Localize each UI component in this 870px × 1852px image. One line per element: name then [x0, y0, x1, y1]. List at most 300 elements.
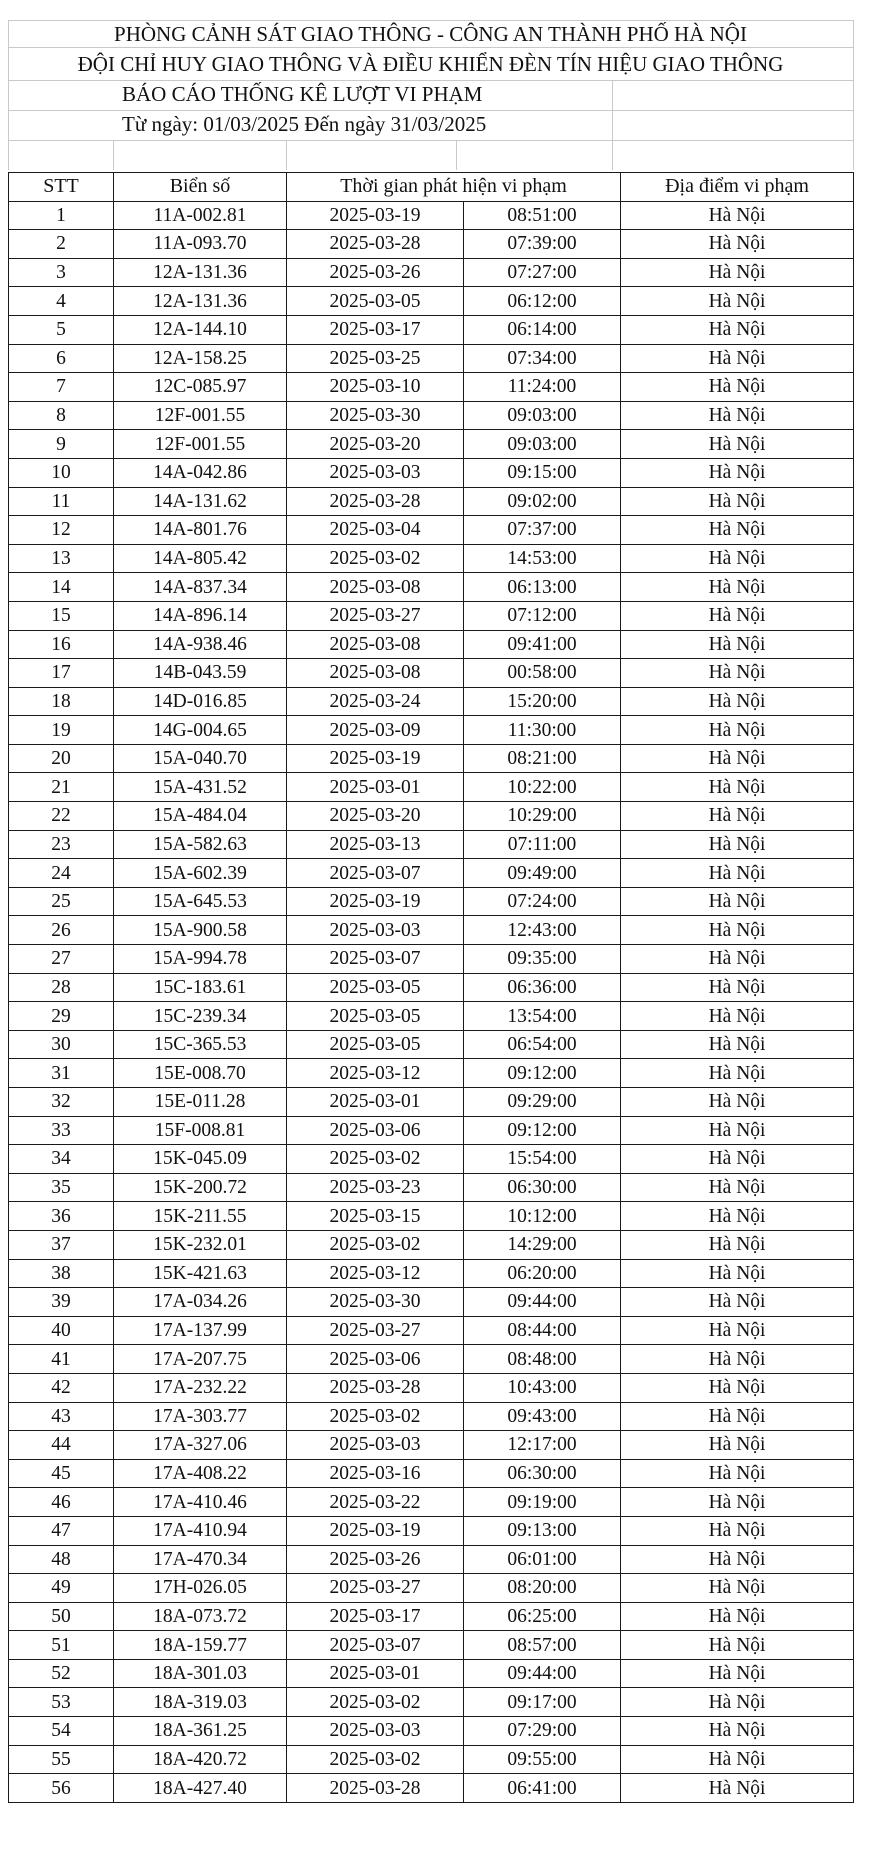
location-cell: Hà Nội — [621, 1202, 854, 1231]
time-cell: 06:01:00 — [464, 1545, 621, 1574]
time-cell: 11:24:00 — [464, 373, 621, 402]
date-cell: 2025-03-12 — [287, 1259, 464, 1288]
plate-cell: 18A-361.25 — [114, 1717, 287, 1746]
date-cell: 2025-03-22 — [287, 1488, 464, 1517]
plate-cell: 17H-026.05 — [114, 1574, 287, 1603]
time-cell: 00:58:00 — [464, 659, 621, 688]
table-row — [9, 830, 854, 859]
location-cell: Hà Nội — [621, 344, 854, 373]
location-cell: Hà Nội — [621, 1602, 854, 1631]
table-row — [9, 1459, 854, 1488]
plate-cell: 12A-131.36 — [114, 258, 287, 287]
location-cell: Hà Nội — [621, 916, 854, 945]
date-cell: 2025-03-19 — [287, 887, 464, 916]
table-row — [9, 659, 854, 688]
time-cell: 07:37:00 — [464, 516, 621, 545]
table-row — [9, 401, 854, 430]
stt-cell: 40 — [9, 1316, 114, 1345]
table-row — [9, 1717, 854, 1746]
location-cell: Hà Nội — [621, 1259, 854, 1288]
date-cell: 2025-03-08 — [287, 659, 464, 688]
date-cell: 2025-03-02 — [287, 1688, 464, 1717]
date-cell: 2025-03-05 — [287, 1002, 464, 1031]
table-row — [9, 1488, 854, 1517]
unit-title: ĐỘI CHỈ HUY GIAO THÔNG VÀ ĐIỀU KHIỂN ĐÈN TÍN HIỆU GIAO THÔNG — [77, 52, 784, 76]
stt-cell: 7 — [9, 373, 114, 402]
location-cell: Hà Nội — [621, 1088, 854, 1117]
table-row — [9, 1431, 854, 1460]
plate-cell: 15K-421.63 — [114, 1259, 287, 1288]
location-cell: Hà Nội — [621, 373, 854, 402]
stt-cell: 3 — [9, 258, 114, 287]
stt-cell: 35 — [9, 1173, 114, 1202]
plate-cell: 18A-073.72 — [114, 1602, 287, 1631]
stt-cell: 26 — [9, 916, 114, 945]
plate-cell: 17A-137.99 — [114, 1316, 287, 1345]
plate-cell: 12F-001.55 — [114, 401, 287, 430]
date-cell: 2025-03-01 — [287, 1659, 464, 1688]
time-cell: 09:41:00 — [464, 630, 621, 659]
plate-cell: 15K-045.09 — [114, 1145, 287, 1174]
location-cell: Hà Nội — [621, 487, 854, 516]
plate-cell: 12A-144.10 — [114, 315, 287, 344]
stt-cell: 23 — [9, 830, 114, 859]
location-cell: Hà Nội — [621, 716, 854, 745]
stt-cell: 17 — [9, 659, 114, 688]
date-cell: 2025-03-12 — [287, 1059, 464, 1088]
time-cell: 06:25:00 — [464, 1602, 621, 1631]
stt-cell: 31 — [9, 1059, 114, 1088]
grid-line — [612, 80, 613, 170]
date-cell: 2025-03-01 — [287, 773, 464, 802]
date-cell: 2025-03-27 — [287, 1316, 464, 1345]
stt-cell: 19 — [9, 716, 114, 745]
stt-cell: 11 — [9, 487, 114, 516]
location-cell: Hà Nội — [621, 1631, 854, 1660]
location-cell: Hà Nội — [621, 945, 854, 974]
table-row — [9, 1745, 854, 1774]
date-range: Từ ngày: 01/03/2025 Đến ngày 31/03/2025 — [122, 112, 487, 136]
date-cell: 2025-03-08 — [287, 630, 464, 659]
date-cell: 2025-03-03 — [287, 1717, 464, 1746]
location-cell: Hà Nội — [621, 1173, 854, 1202]
time-cell: 09:17:00 — [464, 1688, 621, 1717]
column-header-plate: Biển số — [114, 173, 287, 202]
stt-cell: 33 — [9, 1116, 114, 1145]
time-cell: 12:17:00 — [464, 1431, 621, 1460]
plate-cell: 17A-470.34 — [114, 1545, 287, 1574]
location-cell: Hà Nội — [621, 573, 854, 602]
stt-cell: 47 — [9, 1516, 114, 1545]
date-cell: 2025-03-28 — [287, 1774, 464, 1803]
plate-cell: 14G-004.65 — [114, 716, 287, 745]
time-cell: 06:36:00 — [464, 973, 621, 1002]
location-cell: Hà Nội — [621, 1059, 854, 1088]
time-cell: 09:02:00 — [464, 487, 621, 516]
plate-cell: 18A-159.77 — [114, 1631, 287, 1660]
plate-cell: 15A-645.53 — [114, 887, 287, 916]
stt-cell: 50 — [9, 1602, 114, 1631]
plate-cell: 15A-431.52 — [114, 773, 287, 802]
stt-cell: 44 — [9, 1431, 114, 1460]
time-cell: 10:43:00 — [464, 1373, 621, 1402]
table-row — [9, 1516, 854, 1545]
location-cell: Hà Nội — [621, 287, 854, 316]
location-cell: Hà Nội — [621, 601, 854, 630]
plate-cell: 11A-093.70 — [114, 230, 287, 259]
table-row — [9, 1059, 854, 1088]
table-row — [9, 344, 854, 373]
table-row — [9, 887, 854, 916]
time-cell: 07:27:00 — [464, 258, 621, 287]
plate-cell: 14B-043.59 — [114, 659, 287, 688]
stt-cell: 28 — [9, 973, 114, 1002]
location-cell: Hà Nội — [621, 1516, 854, 1545]
time-cell: 08:20:00 — [464, 1574, 621, 1603]
date-cell: 2025-03-30 — [287, 1288, 464, 1317]
time-cell: 07:39:00 — [464, 230, 621, 259]
stt-cell: 32 — [9, 1088, 114, 1117]
date-cell: 2025-03-28 — [287, 1373, 464, 1402]
stt-cell: 39 — [9, 1288, 114, 1317]
plate-cell: 15C-183.61 — [114, 973, 287, 1002]
date-cell: 2025-03-02 — [287, 1745, 464, 1774]
plate-cell: 18A-319.03 — [114, 1688, 287, 1717]
time-cell: 09:49:00 — [464, 859, 621, 888]
table-body — [9, 201, 854, 1802]
date-cell: 2025-03-05 — [287, 1030, 464, 1059]
stt-cell: 12 — [9, 516, 114, 545]
time-cell: 09:15:00 — [464, 458, 621, 487]
table-row — [9, 1631, 854, 1660]
time-cell: 10:29:00 — [464, 802, 621, 831]
location-cell: Hà Nội — [621, 773, 854, 802]
stt-cell: 37 — [9, 1230, 114, 1259]
stt-cell: 29 — [9, 1002, 114, 1031]
location-cell: Hà Nội — [621, 1459, 854, 1488]
date-cell: 2025-03-09 — [287, 716, 464, 745]
column-header-stt: STT — [9, 173, 114, 202]
date-cell: 2025-03-15 — [287, 1202, 464, 1231]
stt-cell: 36 — [9, 1202, 114, 1231]
plate-cell: 17A-207.75 — [114, 1345, 287, 1374]
plate-cell: 17A-327.06 — [114, 1431, 287, 1460]
table-row — [9, 687, 854, 716]
time-cell: 10:22:00 — [464, 773, 621, 802]
table-row — [9, 458, 854, 487]
plate-cell: 17A-232.22 — [114, 1373, 287, 1402]
table-row — [9, 373, 854, 402]
stt-cell: 43 — [9, 1402, 114, 1431]
grid-line — [286, 140, 287, 170]
date-cell: 2025-03-03 — [287, 916, 464, 945]
date-cell: 2025-03-19 — [287, 201, 464, 230]
stt-cell: 51 — [9, 1631, 114, 1660]
date-cell: 2025-03-08 — [287, 573, 464, 602]
stt-cell: 22 — [9, 802, 114, 831]
location-cell: Hà Nội — [621, 687, 854, 716]
stt-cell: 38 — [9, 1259, 114, 1288]
time-cell: 07:11:00 — [464, 830, 621, 859]
stt-cell: 4 — [9, 287, 114, 316]
location-cell: Hà Nội — [621, 315, 854, 344]
table-row — [9, 916, 854, 945]
table-row — [9, 773, 854, 802]
plate-cell: 15A-900.58 — [114, 916, 287, 945]
date-cell: 2025-03-17 — [287, 315, 464, 344]
date-cell: 2025-03-02 — [287, 544, 464, 573]
time-cell: 09:03:00 — [464, 401, 621, 430]
date-cell: 2025-03-16 — [287, 1459, 464, 1488]
table-row — [9, 544, 854, 573]
time-cell: 07:29:00 — [464, 1717, 621, 1746]
date-cell: 2025-03-27 — [287, 601, 464, 630]
time-cell: 06:41:00 — [464, 1774, 621, 1803]
table-row — [9, 744, 854, 773]
grid-line — [8, 140, 853, 141]
table-row — [9, 1602, 854, 1631]
location-cell: Hà Nội — [621, 1574, 854, 1603]
plate-cell: 17A-034.26 — [114, 1288, 287, 1317]
table-row — [9, 1545, 854, 1574]
plate-cell: 14A-131.62 — [114, 487, 287, 516]
location-cell: Hà Nội — [621, 1373, 854, 1402]
time-cell: 06:30:00 — [464, 1459, 621, 1488]
location-cell: Hà Nội — [621, 458, 854, 487]
table-row — [9, 1373, 854, 1402]
time-cell: 15:54:00 — [464, 1145, 621, 1174]
table-row — [9, 945, 854, 974]
date-cell: 2025-03-06 — [287, 1116, 464, 1145]
table-row — [9, 487, 854, 516]
stt-cell: 45 — [9, 1459, 114, 1488]
plate-cell: 15C-365.53 — [114, 1030, 287, 1059]
stt-cell: 48 — [9, 1545, 114, 1574]
date-cell: 2025-03-28 — [287, 230, 464, 259]
date-cell: 2025-03-04 — [287, 516, 464, 545]
table-row — [9, 430, 854, 459]
plate-cell: 14A-837.34 — [114, 573, 287, 602]
date-cell: 2025-03-02 — [287, 1402, 464, 1431]
table-row — [9, 1230, 854, 1259]
location-cell: Hà Nội — [621, 230, 854, 259]
table-row — [9, 573, 854, 602]
table-row — [9, 802, 854, 831]
location-cell: Hà Nội — [621, 887, 854, 916]
table-row — [9, 1030, 854, 1059]
location-cell: Hà Nội — [621, 1717, 854, 1746]
date-cell: 2025-03-03 — [287, 1431, 464, 1460]
plate-cell: 18A-420.72 — [114, 1745, 287, 1774]
table-row — [9, 1088, 854, 1117]
date-cell: 2025-03-17 — [287, 1602, 464, 1631]
plate-cell: 15A-994.78 — [114, 945, 287, 974]
time-cell: 06:30:00 — [464, 1173, 621, 1202]
location-cell: Hà Nội — [621, 1774, 854, 1803]
time-cell: 14:29:00 — [464, 1230, 621, 1259]
plate-cell: 14A-042.86 — [114, 458, 287, 487]
location-cell: Hà Nội — [621, 1659, 854, 1688]
table-row — [9, 1145, 854, 1174]
table-row — [9, 859, 854, 888]
plate-cell: 17A-410.46 — [114, 1488, 287, 1517]
location-cell: Hà Nội — [621, 630, 854, 659]
plate-cell: 15E-008.70 — [114, 1059, 287, 1088]
location-cell: Hà Nội — [621, 401, 854, 430]
stt-cell: 49 — [9, 1574, 114, 1603]
table-row — [9, 1316, 854, 1345]
table-row — [9, 630, 854, 659]
grid-line — [456, 140, 457, 170]
time-cell: 06:54:00 — [464, 1030, 621, 1059]
date-cell: 2025-03-23 — [287, 1173, 464, 1202]
table-row — [9, 1202, 854, 1231]
date-cell: 2025-03-24 — [287, 687, 464, 716]
location-cell: Hà Nội — [621, 802, 854, 831]
date-cell: 2025-03-07 — [287, 859, 464, 888]
time-cell: 09:12:00 — [464, 1059, 621, 1088]
location-cell: Hà Nội — [621, 1002, 854, 1031]
date-cell: 2025-03-06 — [287, 1345, 464, 1374]
location-cell: Hà Nội — [621, 859, 854, 888]
stt-cell: 6 — [9, 344, 114, 373]
date-cell: 2025-03-02 — [287, 1230, 464, 1259]
date-cell: 2025-03-25 — [287, 344, 464, 373]
date-cell: 2025-03-30 — [287, 401, 464, 430]
location-cell: Hà Nội — [621, 1745, 854, 1774]
table-row — [9, 1688, 854, 1717]
stt-cell: 24 — [9, 859, 114, 888]
table-row — [9, 287, 854, 316]
date-cell: 2025-03-20 — [287, 430, 464, 459]
date-cell: 2025-03-02 — [287, 1145, 464, 1174]
table-row — [9, 716, 854, 745]
plate-cell: 15A-602.39 — [114, 859, 287, 888]
date-cell: 2025-03-01 — [287, 1088, 464, 1117]
department-title: PHÒNG CẢNH SÁT GIAO THÔNG - CÔNG AN THÀNH PHỐ HÀ NỘI — [114, 22, 747, 46]
stt-cell: 53 — [9, 1688, 114, 1717]
stt-cell: 21 — [9, 773, 114, 802]
table-row — [9, 973, 854, 1002]
location-cell: Hà Nội — [621, 1230, 854, 1259]
location-cell: Hà Nội — [621, 516, 854, 545]
location-cell: Hà Nội — [621, 201, 854, 230]
location-cell: Hà Nội — [621, 430, 854, 459]
time-cell: 06:20:00 — [464, 1259, 621, 1288]
time-cell: 08:51:00 — [464, 201, 621, 230]
time-cell: 09:13:00 — [464, 1516, 621, 1545]
time-cell: 09:55:00 — [464, 1745, 621, 1774]
time-cell: 09:03:00 — [464, 430, 621, 459]
stt-cell: 10 — [9, 458, 114, 487]
location-cell: Hà Nội — [621, 1030, 854, 1059]
location-cell: Hà Nội — [621, 258, 854, 287]
time-cell: 06:12:00 — [464, 287, 621, 316]
plate-cell: 15A-484.04 — [114, 802, 287, 831]
violations-table — [8, 172, 854, 1803]
time-cell: 09:12:00 — [464, 1116, 621, 1145]
date-cell: 2025-03-13 — [287, 830, 464, 859]
location-cell: Hà Nội — [621, 744, 854, 773]
location-cell: Hà Nội — [621, 1145, 854, 1174]
stt-cell: 14 — [9, 573, 114, 602]
plate-cell: 17A-303.77 — [114, 1402, 287, 1431]
time-cell: 06:14:00 — [464, 315, 621, 344]
table-row — [9, 230, 854, 259]
location-cell: Hà Nội — [621, 973, 854, 1002]
location-cell: Hà Nội — [621, 1488, 854, 1517]
plate-cell: 11A-002.81 — [114, 201, 287, 230]
time-cell: 11:30:00 — [464, 716, 621, 745]
table-row — [9, 1402, 854, 1431]
stt-cell: 20 — [9, 744, 114, 773]
plate-cell: 15C-239.34 — [114, 1002, 287, 1031]
grid-line — [113, 140, 114, 170]
plate-cell: 15K-211.55 — [114, 1202, 287, 1231]
stt-cell: 25 — [9, 887, 114, 916]
stt-cell: 2 — [9, 230, 114, 259]
plate-cell: 18A-427.40 — [114, 1774, 287, 1803]
stt-cell: 56 — [9, 1774, 114, 1803]
date-cell: 2025-03-27 — [287, 1574, 464, 1603]
plate-cell: 17A-410.94 — [114, 1516, 287, 1545]
plate-cell: 14D-016.85 — [114, 687, 287, 716]
time-cell: 09:44:00 — [464, 1288, 621, 1317]
plate-cell: 15K-200.72 — [114, 1173, 287, 1202]
date-cell: 2025-03-07 — [287, 945, 464, 974]
location-cell: Hà Nội — [621, 1545, 854, 1574]
time-cell: 14:53:00 — [464, 544, 621, 573]
stt-cell: 15 — [9, 601, 114, 630]
location-cell: Hà Nội — [621, 659, 854, 688]
time-cell: 10:12:00 — [464, 1202, 621, 1231]
location-cell: Hà Nội — [621, 1688, 854, 1717]
plate-cell: 12A-158.25 — [114, 344, 287, 373]
stt-cell: 55 — [9, 1745, 114, 1774]
stt-cell: 30 — [9, 1030, 114, 1059]
stt-cell: 8 — [9, 401, 114, 430]
time-cell: 09:29:00 — [464, 1088, 621, 1117]
date-cell: 2025-03-26 — [287, 258, 464, 287]
date-cell: 2025-03-05 — [287, 973, 464, 1002]
time-cell: 08:44:00 — [464, 1316, 621, 1345]
table-row — [9, 201, 854, 230]
location-cell: Hà Nội — [621, 1116, 854, 1145]
time-cell: 08:21:00 — [464, 744, 621, 773]
table-row — [9, 1345, 854, 1374]
table-row — [9, 1574, 854, 1603]
time-cell: 09:19:00 — [464, 1488, 621, 1517]
date-cell: 2025-03-05 — [287, 287, 464, 316]
location-cell: Hà Nội — [621, 1316, 854, 1345]
plate-cell: 15K-232.01 — [114, 1230, 287, 1259]
location-cell: Hà Nội — [621, 1288, 854, 1317]
stt-cell: 34 — [9, 1145, 114, 1174]
stt-cell: 54 — [9, 1717, 114, 1746]
date-cell: 2025-03-03 — [287, 458, 464, 487]
date-cell: 2025-03-07 — [287, 1631, 464, 1660]
plate-cell: 15F-008.81 — [114, 1116, 287, 1145]
date-cell: 2025-03-28 — [287, 487, 464, 516]
time-cell: 13:54:00 — [464, 1002, 621, 1031]
time-cell: 07:34:00 — [464, 344, 621, 373]
stt-cell: 41 — [9, 1345, 114, 1374]
stt-cell: 27 — [9, 945, 114, 974]
table-row — [9, 315, 854, 344]
table-row — [9, 258, 854, 287]
time-cell: 09:43:00 — [464, 1402, 621, 1431]
table-row — [9, 1774, 854, 1803]
